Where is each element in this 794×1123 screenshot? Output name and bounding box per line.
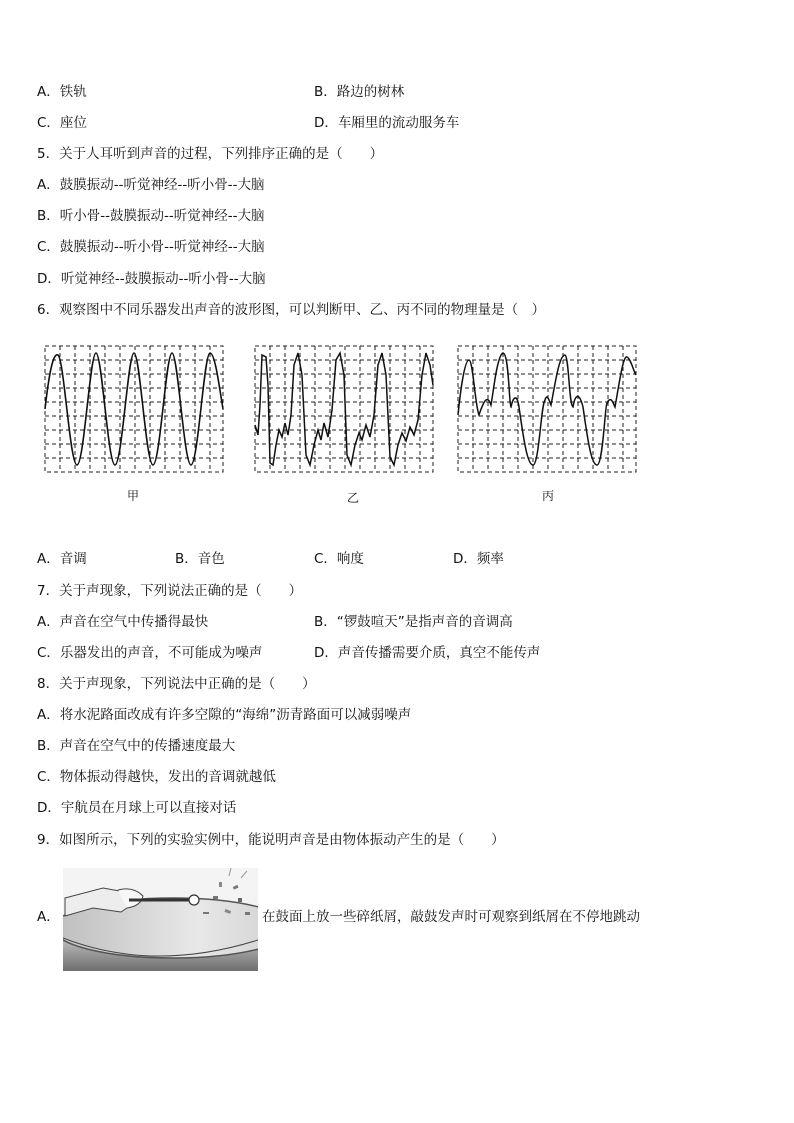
q5-option-b: B．听小骨--鼓膜振动--听觉神经--大脑 [37,208,265,224]
q6-option-a: A．音调 [37,551,87,567]
waveform-jia [44,345,224,473]
q5-option-c: C．鼓膜振动--听小骨--听觉神经--大脑 [37,239,265,255]
q8-stem: 8．关于声现象，下列说法中正确的是（ ） [37,676,316,692]
q9-option-a-text: 在鼓面上放一些碎纸屑，敲鼓发声时可观察到纸屑在不停地跳动 [262,909,640,925]
caption-bing: 丙 [542,489,555,503]
q8-option-d: D．宇航员在月球上可以直接对话 [37,800,237,816]
q7-option-b: B．“锣鼓喧天”是指声音的音调高 [314,614,513,630]
q9-option-a-label: A． [37,909,60,925]
caption-jia: 甲 [127,489,140,503]
q5-option-a: A．鼓膜振动--听觉神经--听小骨--大脑 [37,177,265,193]
q7-option-c: C．乐器发出的声音，不可能成为噪声 [37,645,263,661]
waveform-yi [254,345,434,473]
q4-option-b: B．路边的树林 [314,84,405,100]
q7-option-d: D．声音传播需要介质，真空不能传声 [314,645,541,661]
q8-option-c: C．物体振动得越快，发出的音调就越低 [37,769,276,785]
q5-option-d: D．听觉神经--鼓膜振动--听小骨--大脑 [37,271,266,287]
q9-stem: 9．如图所示，下列的实验实例中，能说明声音是由物体振动产生的是（ ） [37,832,505,848]
drum-paper-scraps-image [63,868,258,971]
q6-option-d: D．频率 [453,551,504,567]
caption-yi: 乙 [347,491,360,505]
q8-option-b: B．声音在空气中的传播速度最大 [37,738,236,754]
q4-option-c: C．座位 [37,115,87,131]
q7-stem: 7．关于声现象，下列说法正确的是（ ） [37,583,303,599]
q6-option-b: B．音色 [175,551,225,567]
waveform-bing [457,345,637,473]
q5-stem: 5．关于人耳听到声音的过程，下列排序正确的是（ ） [37,146,384,162]
q4-option-a: A．铁轨 [37,84,87,100]
q6-option-c: C．响度 [314,551,364,567]
q6-stem: 6．观察图中不同乐器发出声音的波形图，可以判断甲、乙、丙不同的物理量是（ ） [37,302,546,318]
q7-option-a: A．声音在空气中传播得最快 [37,614,209,630]
q4-option-d: D．车厢里的流动服务车 [314,115,460,131]
q8-option-a: A．将水泥路面改成有许多空隙的“海绵”沥青路面可以减弱噪声 [37,707,412,723]
